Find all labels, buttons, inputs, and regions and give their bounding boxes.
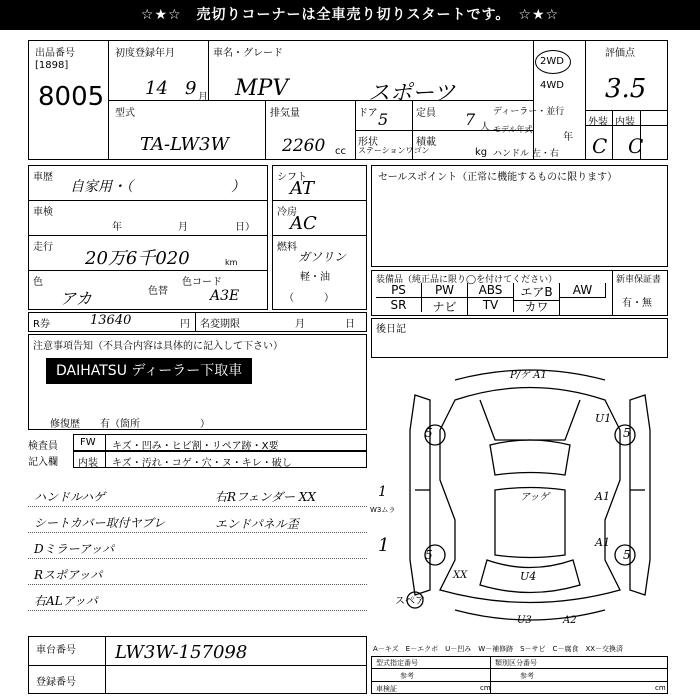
hw-right-1: 右Rフェンダー XX bbox=[215, 490, 316, 504]
equipment-item: ナビ bbox=[422, 298, 468, 315]
inspector-label-2: 記入欄 bbox=[28, 457, 58, 468]
damage-legend: A－キズ E－エクボ U－凹み W－補修跡 S－サビ C－腐食 XX－交換済 bbox=[373, 645, 624, 653]
mark-a1-r1: A1 bbox=[595, 490, 610, 503]
drive-4wd: 4WD bbox=[540, 80, 564, 91]
type-value: TA-LW3W bbox=[140, 134, 229, 155]
mark-a1-r2: A1 bbox=[595, 536, 610, 549]
handwritten-note: シートカバー取付ヤブレ bbox=[34, 516, 166, 530]
load-label: 積載 bbox=[416, 137, 436, 148]
first-reg-year: 14 bbox=[145, 78, 168, 99]
handwritten-note: ハンドルハゲ bbox=[34, 490, 106, 504]
chassis-label: 車台番号 bbox=[36, 645, 76, 656]
equipment-item: カワ bbox=[514, 298, 560, 315]
form-a: 型式指定番号 bbox=[376, 659, 418, 667]
drive-2wd: 2WD bbox=[540, 56, 564, 67]
form-c: 参考 bbox=[400, 672, 414, 680]
capacity-label: 定員 bbox=[416, 108, 436, 119]
equipment-item: PW bbox=[422, 283, 468, 298]
hw-side-3: 1 bbox=[378, 535, 390, 556]
displacement-label: 排気量 bbox=[270, 108, 300, 119]
inspection-day: 日） bbox=[235, 222, 255, 233]
inspection-month: 月 bbox=[178, 222, 188, 233]
inspector-row2-tag: 内装 bbox=[78, 458, 98, 469]
equipment-item: SR bbox=[376, 298, 422, 312]
mark-5-fr: 5 bbox=[623, 426, 631, 440]
post-write-label: 後日記 bbox=[376, 324, 406, 335]
color-change-label: 色替 bbox=[148, 286, 168, 297]
displacement-unit: cc bbox=[335, 146, 346, 157]
history-label: 車歴 bbox=[33, 172, 53, 183]
body-value: ステーションワゴン bbox=[358, 146, 430, 155]
grade-label: 評価点 bbox=[605, 48, 635, 59]
mark-u3: U3 bbox=[517, 615, 532, 626]
form-d: 参考 bbox=[520, 672, 534, 680]
new-car-warranty-value: 有・無 bbox=[622, 298, 652, 309]
mark-5-rl: 5 bbox=[425, 548, 433, 562]
recycle-value: 13640 bbox=[90, 313, 132, 328]
repair-history: 修復歴 有（箇所 ） bbox=[50, 419, 210, 430]
form-e: 車検証 bbox=[376, 685, 397, 693]
post-write-box bbox=[371, 318, 668, 358]
mileage-label: 走行 bbox=[33, 242, 53, 253]
chassis-value: LW3W-157098 bbox=[115, 642, 248, 663]
lot-label: 出品番号 bbox=[35, 48, 75, 59]
spare-label: スペア bbox=[395, 596, 425, 607]
shift-label: シフト bbox=[277, 172, 307, 183]
first-reg-label: 初度登録年月 bbox=[115, 48, 175, 59]
recycle-box bbox=[28, 312, 367, 332]
handwritten-note: Dミラーアッパ bbox=[34, 542, 115, 556]
int-grade: C bbox=[628, 134, 644, 158]
model-name: MPV bbox=[235, 76, 289, 101]
equipment-item: PS bbox=[376, 283, 422, 298]
int-label: 内装 bbox=[615, 117, 635, 128]
equipment-item: エアB bbox=[514, 283, 560, 301]
drive-circle bbox=[535, 50, 571, 74]
fuel-paren: （ ） bbox=[284, 293, 334, 304]
car-diagram bbox=[395, 360, 665, 630]
name-change-label: 名変期限 bbox=[200, 319, 240, 330]
name-change-month: 月 bbox=[295, 319, 305, 330]
fuel-alt: 軽・油 bbox=[300, 272, 330, 283]
form-f: cm bbox=[480, 684, 491, 692]
body-label: 形状 bbox=[358, 137, 378, 148]
note-line bbox=[28, 532, 367, 533]
history-value: 自家用・（ ） bbox=[70, 179, 245, 195]
handwritten-note: 右ALアッパ bbox=[34, 594, 98, 608]
grade-name: スポーツ bbox=[368, 81, 456, 106]
first-reg-month: 9 bbox=[185, 78, 197, 99]
mark-u4: U4 bbox=[520, 570, 537, 583]
inspector-row2-text: キズ・汚れ・コゲ・穴・ヌ・キレ・破し bbox=[112, 458, 292, 469]
note-line bbox=[28, 506, 367, 507]
mileage-value: 20万6千020 bbox=[85, 248, 190, 269]
fuel-label: 燃料 bbox=[277, 242, 297, 253]
mark-5-fl: 5 bbox=[425, 426, 433, 440]
inspector-row1-tag: FW bbox=[80, 437, 96, 448]
name-label: 車名・グレード bbox=[213, 48, 283, 59]
notes-label: 注意事項告知（不具合内容は具体的に記入して下さい） bbox=[33, 341, 283, 352]
ext-grade: C bbox=[592, 134, 608, 158]
equipment-item: TV bbox=[468, 298, 514, 312]
inspection-label: 車検 bbox=[33, 207, 53, 218]
type-label: 型式 bbox=[115, 108, 135, 119]
equipment-label: 装備品（純正品に限り◯を付けてください） bbox=[376, 275, 558, 285]
note-line bbox=[28, 584, 367, 585]
color-code: A3E bbox=[210, 288, 240, 304]
doors-label: ドア bbox=[358, 108, 378, 119]
capacity-value: 7 bbox=[465, 110, 476, 129]
inspector-label-1: 検査員 bbox=[28, 441, 58, 452]
color-code-label: 色コード bbox=[182, 277, 222, 288]
displacement-value: 2260 bbox=[282, 136, 326, 156]
mark-5-rr: 5 bbox=[623, 548, 631, 562]
inspector-row1-text: キズ・凹み・ヒビ割・リペア跡・X要 bbox=[112, 441, 279, 452]
load-unit: kg bbox=[475, 147, 488, 158]
mark-u1: U1 bbox=[595, 412, 612, 425]
first-reg-month-unit: 月 bbox=[198, 92, 208, 103]
note-line bbox=[28, 610, 367, 611]
recycle-label: R券 bbox=[33, 319, 50, 330]
mark-xx: XX bbox=[453, 570, 468, 581]
new-car-warranty-label: 新車保証書 bbox=[616, 275, 662, 285]
hw-side-1: 1 bbox=[378, 484, 387, 500]
note-line bbox=[28, 558, 367, 559]
grade-value: 3.5 bbox=[605, 74, 647, 104]
form-g: cm bbox=[655, 684, 666, 692]
dealer-model-year: モデル年式 bbox=[493, 125, 533, 134]
inspection-year: 年 bbox=[112, 222, 122, 233]
color-value: アカ bbox=[60, 289, 92, 308]
fuel-value: ガソリン bbox=[298, 250, 347, 264]
dealer-handle: ハンドル 左・右 bbox=[493, 149, 559, 159]
hw-side-2: W3ムラ bbox=[370, 506, 396, 514]
mileage-unit: km bbox=[225, 258, 238, 267]
sales-point-label: セールスポイント（正常に機能するものに限ります） bbox=[378, 172, 618, 183]
mark-roof: アッゲ bbox=[520, 492, 550, 503]
recycle-unit: 円 bbox=[180, 319, 190, 330]
ext-label: 外装 bbox=[588, 117, 608, 128]
mark-a2: A2 bbox=[563, 615, 577, 626]
color-label: 色 bbox=[33, 277, 43, 288]
mark-front: P/ゲ A1 bbox=[510, 370, 547, 381]
dealer-label: ディーラー・並行 bbox=[493, 107, 565, 117]
handwritten-note: Rスポアッパ bbox=[34, 568, 103, 582]
banner: ☆★☆ 売切りコーナーは全車売り切りスタートです。 ☆★☆ bbox=[0, 0, 700, 30]
cooler-value: AC bbox=[290, 213, 317, 234]
doors-value: 5 bbox=[378, 110, 389, 129]
shift-value: AT bbox=[290, 178, 315, 199]
dealer-tag: DAIHATSU ディーラー下取車 bbox=[46, 358, 252, 384]
lot-number: 8005 bbox=[38, 82, 105, 112]
hw-right-2: エンドパネル歪 bbox=[215, 517, 299, 531]
lot-sub: [1898] bbox=[35, 60, 69, 71]
cooler-label: 冷房 bbox=[277, 207, 297, 218]
equipment-item: ABS bbox=[468, 283, 514, 298]
name-change-day: 日 bbox=[345, 319, 355, 330]
capacity-unit: 人 bbox=[480, 122, 490, 133]
form-b: 類別区分番号 bbox=[495, 659, 537, 667]
dealer-year-unit: 年 bbox=[563, 132, 573, 143]
equipment-item: AW bbox=[560, 283, 606, 298]
registration-label: 登録番号 bbox=[36, 677, 76, 688]
